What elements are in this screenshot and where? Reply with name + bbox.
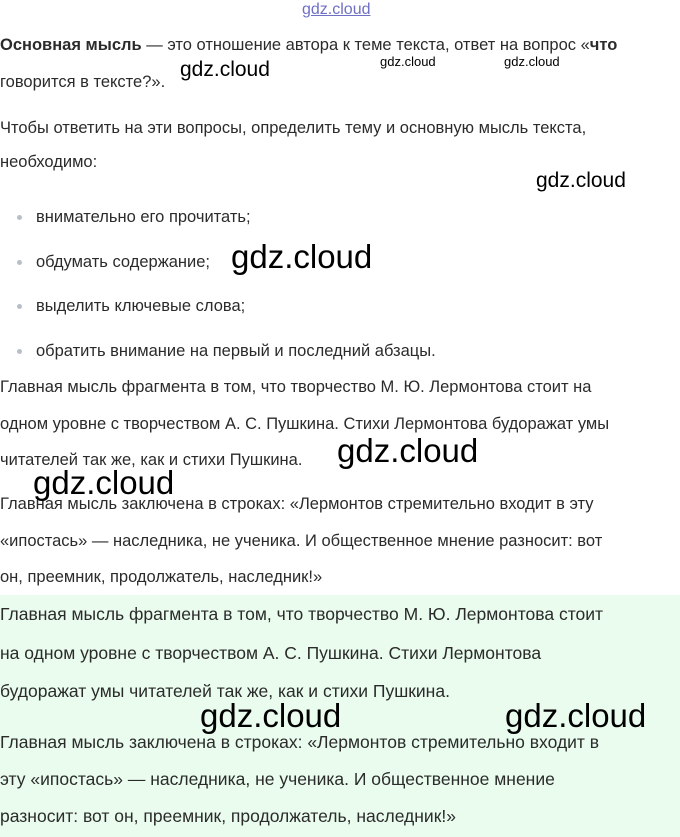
watermark: gdz.cloud: [180, 58, 270, 81]
watermark: gdz.cloud: [505, 697, 647, 734]
watermark: gdz.cloud: [536, 169, 626, 192]
watermark: gdz.cloud: [200, 697, 342, 734]
watermark: gdz.cloud: [337, 432, 479, 469]
answer1-p1-line: читателей так же, как и стихи Пушкина.: [0, 451, 303, 469]
intro-term: Основная мысль: [0, 36, 142, 54]
bullet-icon: [17, 304, 22, 309]
answer1-p1-line: одном уровне с творчеством А. С. Пушкина. Стихи Лермонтова будоражат умы: [0, 415, 610, 433]
answer2-p2-line: Главная мысль заключена в строках: «Лермонтов стремительно входит в: [0, 732, 600, 752]
howto-line-1: Чтобы ответить на эти вопросы, определить тему и основную мысль текста,: [0, 119, 587, 137]
list-item: [17, 253, 210, 272]
watermark: gdz.cloud: [504, 54, 560, 69]
intro-line-1: [0, 36, 676, 55]
list-item-text: внимательно его прочитать;: [36, 208, 251, 226]
answer2-p2-line: эту «ипостась» — наследника, не ученика. И общественное мнение: [0, 769, 555, 789]
watermark: gdz.cloud: [33, 464, 175, 501]
list-item: [17, 297, 245, 316]
answer2-p1-line: на одном уровне с творчеством А. С. Пушкина. Стихи Лермонтова: [0, 643, 542, 663]
answer2-p1-line: будоражат умы читателей так же, как и стихи Пушкина.: [0, 681, 450, 701]
list-item-text: обратить внимание на первый и последний абзацы.: [36, 342, 436, 360]
bullet-icon: [17, 349, 22, 354]
watermark: gdz.cloud: [380, 54, 436, 69]
list-item: [17, 342, 436, 361]
intro-line-2: говорится в тексте?».: [0, 73, 166, 91]
watermark: gdz.cloud: [231, 238, 373, 275]
bullet-icon: [17, 215, 22, 220]
list-item: [17, 208, 251, 227]
intro-rest: — это отношение автора к теме текста, ответ на вопрос «: [141, 36, 590, 54]
intro-question: что: [589, 36, 618, 54]
list-item-text: обдумать содержание;: [36, 253, 211, 271]
answer1-p2-line: «ипостась» — наследника, не ученика. И общественное мнение разносит: вот: [0, 532, 603, 550]
answer1-p2-line: Главная мысль заключена в строках: «Лермонтов стремительно входит в эту: [0, 495, 594, 513]
answer2-p2-line: разносит: вот он, преемник, продолжатель, наследник!»: [0, 806, 456, 826]
answer1-p1-line: Главная мысль фрагмента в том, что творчество М. Ю. Лермонтова стоит на: [0, 378, 592, 396]
watermark-link[interactable]: gdz.cloud: [302, 1, 371, 18]
bullet-icon: [17, 260, 22, 265]
answer2-p1-line: Главная мысль фрагмента в том, что творчество М. Ю. Лермонтова стоит: [0, 604, 604, 624]
howto-line-2: необходимо:: [0, 153, 98, 171]
list-item-text: выделить ключевые слова;: [36, 297, 246, 315]
answer1-p2-line: он, преемник, продолжатель, наследник!»: [0, 568, 323, 586]
